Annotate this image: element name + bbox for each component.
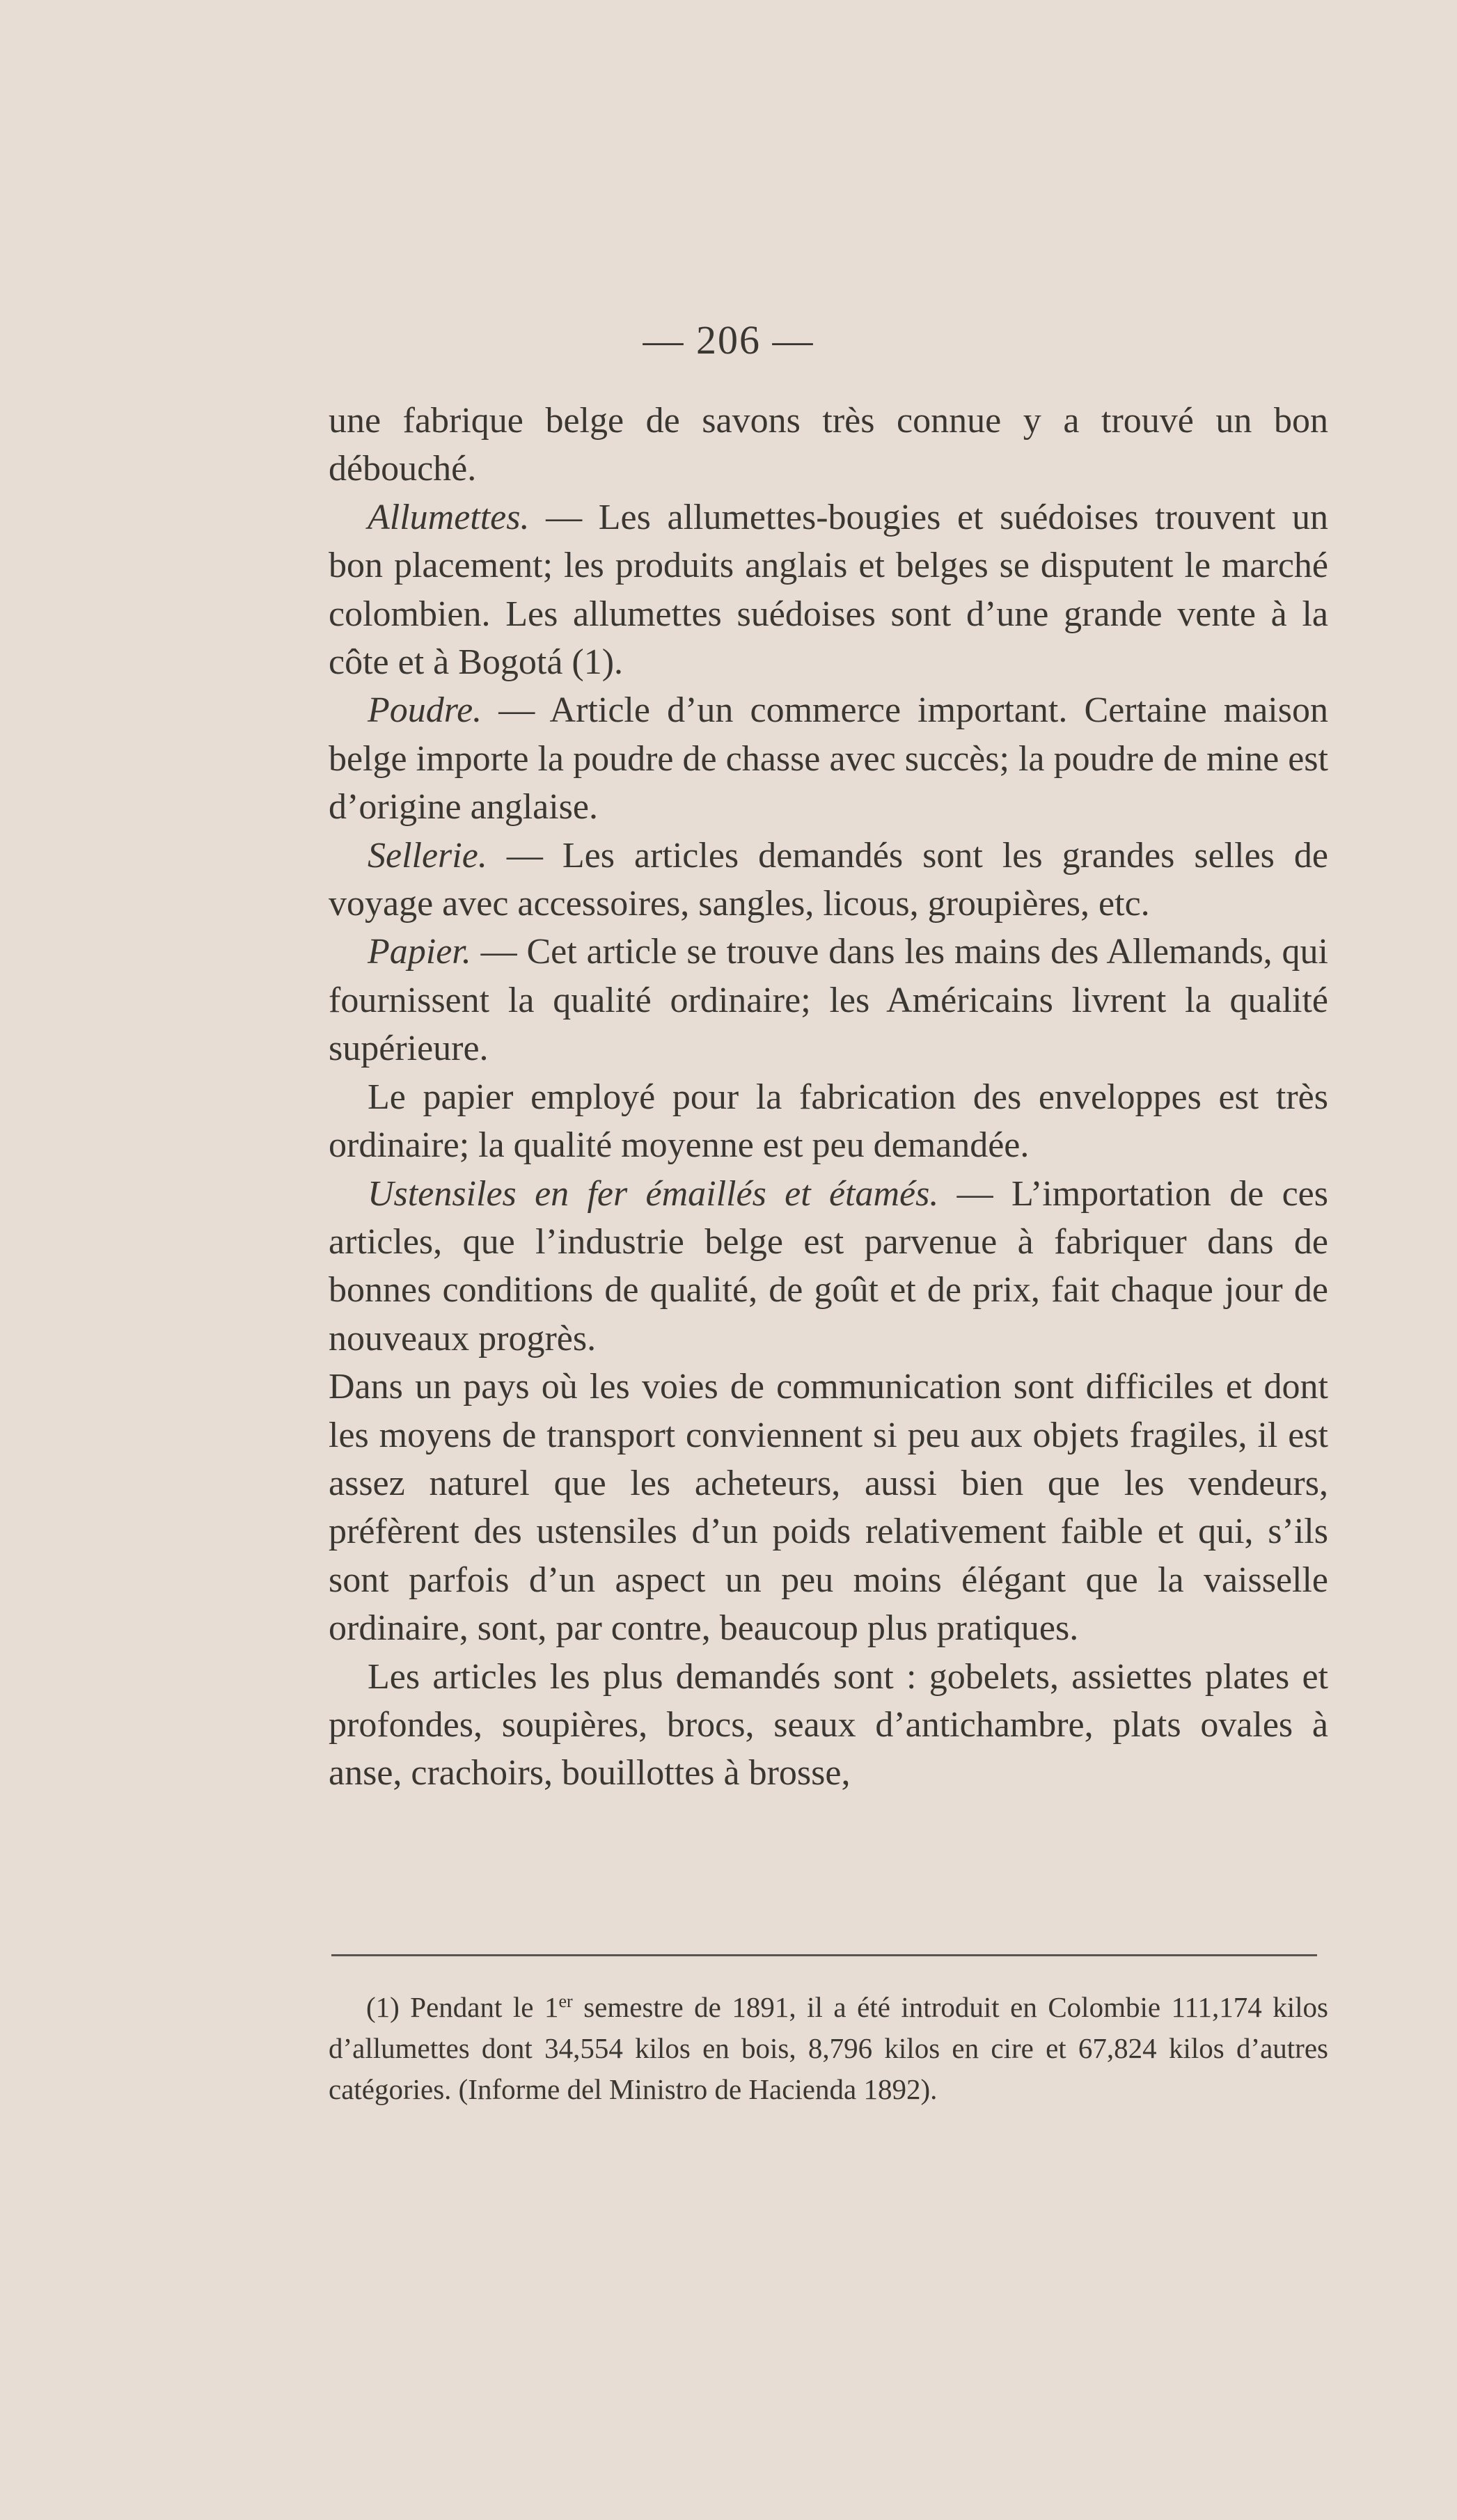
paragraph-text: — Cet article se trouve dans les mains des Allemands, qui fournissent la qualité ordinaire; les Américains livrent la qualité supérieure. [329,932,1328,1069]
paragraph-text: — Les allumettes-bougies et suédoises trouvent un bon placement; les produits anglais et belges se disputent le marché colombien. Les allumettes suédoises sont d’une grande vente à la côte et à Bogotá (1). [329,497,1328,683]
paragraph-transport [329,1363,1328,1652]
body-text [329,397,1328,1798]
paragraph-ustensiles [329,1170,1328,1363]
paragraph-papier-enveloppes [329,1073,1328,1170]
paragraph-text: Les articles les plus demandés sont : gobelets, assiettes plates et profondes, soupières, brocs, seaux d’antichambre, plats ovales à anse, crachoirs, bouillottes à brosse, [329,1656,1328,1793]
paragraph-heading: Allumettes. [368,497,530,537]
footnote-text [329,1987,1328,2110]
paragraph-heading: Sellerie. [368,835,487,875]
paragraph-papier [329,928,1328,1072]
paragraph-allumettes [329,493,1328,687]
paragraph-articles-demandes [329,1653,1328,1798]
paragraph-text: — L’importation de ces articles, que l’industrie belge est parvenue à fabriquer dans de bonnes conditions de qualité, de goût et de prix, fait chaque jour de nouveaux progrès. [329,1173,1328,1358]
footnote-body: semestre de 1891, il a été introduit en Colombie 111,174 kilos d’allumettes dont 34,554 kilos en bois, 8,796 kilos en cire et 67,824 kilos d’autres catégories. (Informe del Ministro de Hacienda 1892). [329,1991,1329,2105]
page-number: — 206 — [643,317,814,363]
paragraph-text: une fabrique belge de savons très connue y a trouvé un bon débouché. [329,401,1328,489]
paragraph-text: — Les articles demandés sont les grandes selles de voyage avec accessoires, sangles, licous, groupières, etc. [329,835,1328,924]
paragraph-heading: Ustensiles en fer émaillés et étamés. [368,1173,939,1214]
paragraph-heading: Poudre. [368,690,482,731]
paragraph-text: Le papier employé pour la fabrication des enveloppes est très ordinaire; la qualité moyenne est peu demandée. [329,1077,1328,1166]
paragraph-continuation [329,397,1328,493]
paragraph-sellerie [329,832,1328,928]
footnote-divider [331,1954,1317,1956]
paragraph-heading: Papier. [368,932,471,972]
paragraph-text: Dans un pays où les voies de communication sont difficiles et dont les moyens de transport conviennent si peu aux objets fragiles, il est assez naturel que les acheteurs, aussi bien que les vendeurs, préfèrent des ustensiles d’un poids relativement faible et qui, s’ils sont parfois d’un aspect un peu moins élégant que la vaisselle ordinaire, sont, par contre, beaucoup plus pratiques. [329,1367,1328,1649]
footnote-superscript: er [558,1991,573,2011]
footnote [329,1987,1328,2110]
paragraph-poudre [329,686,1328,831]
footnote-prefix: (1) Pendant le 1 [366,1991,559,2023]
paragraph-text: — Article d’un commerce important. Certaine maison belge importe la poudre de chasse avec succès; la poudre de mine est d’origine anglaise. [329,690,1328,827]
